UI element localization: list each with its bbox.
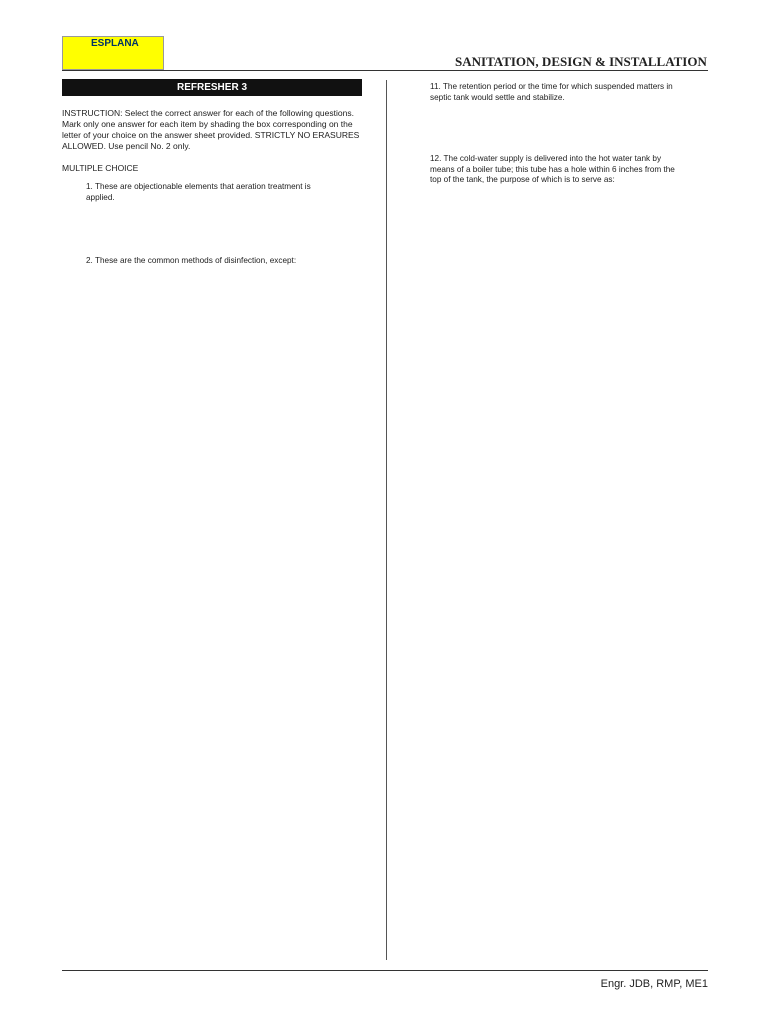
instruction: INSTRUCTION: Select the correct answer for each of the following questions. Mark only one answer for each item by shading the box corresponding on the letter of your choice on the answer sheet provided. STRICTLY NO ERASURES ALLOWED. Use pencil No. 2 only. MULTIPLE CHOICE bbox=[62, 108, 360, 173]
refresher-title: REFRESHER 3 bbox=[62, 79, 362, 96]
question-12: 12. The cold-water supply is delivered into the hot water tank by means of a boiler tube; this tube has a hole within 6 inches from the top of the tank, the purpose of which is to serve as: bbox=[430, 154, 675, 184]
header-rule bbox=[62, 70, 708, 71]
section-heading: MULTIPLE CHOICE bbox=[62, 163, 139, 173]
question-11: 11. The retention period or the time for which suspended matters in septic tank would settle and stabilize. bbox=[430, 82, 673, 102]
question-1: 1. These are objectionable elements that aeration treatment is applied. bbox=[86, 182, 311, 202]
footer-rule bbox=[62, 970, 708, 971]
column-divider bbox=[386, 80, 387, 960]
doc-title: SANITATION, DESIGN & INSTALLATION bbox=[455, 54, 707, 69]
footer-signature: Engr. JDB, RMP, ME1 bbox=[600, 978, 708, 990]
logo: ESPLANA bbox=[62, 36, 164, 70]
question-2: 2. These are the common methods of disinfection, except: bbox=[86, 256, 297, 265]
